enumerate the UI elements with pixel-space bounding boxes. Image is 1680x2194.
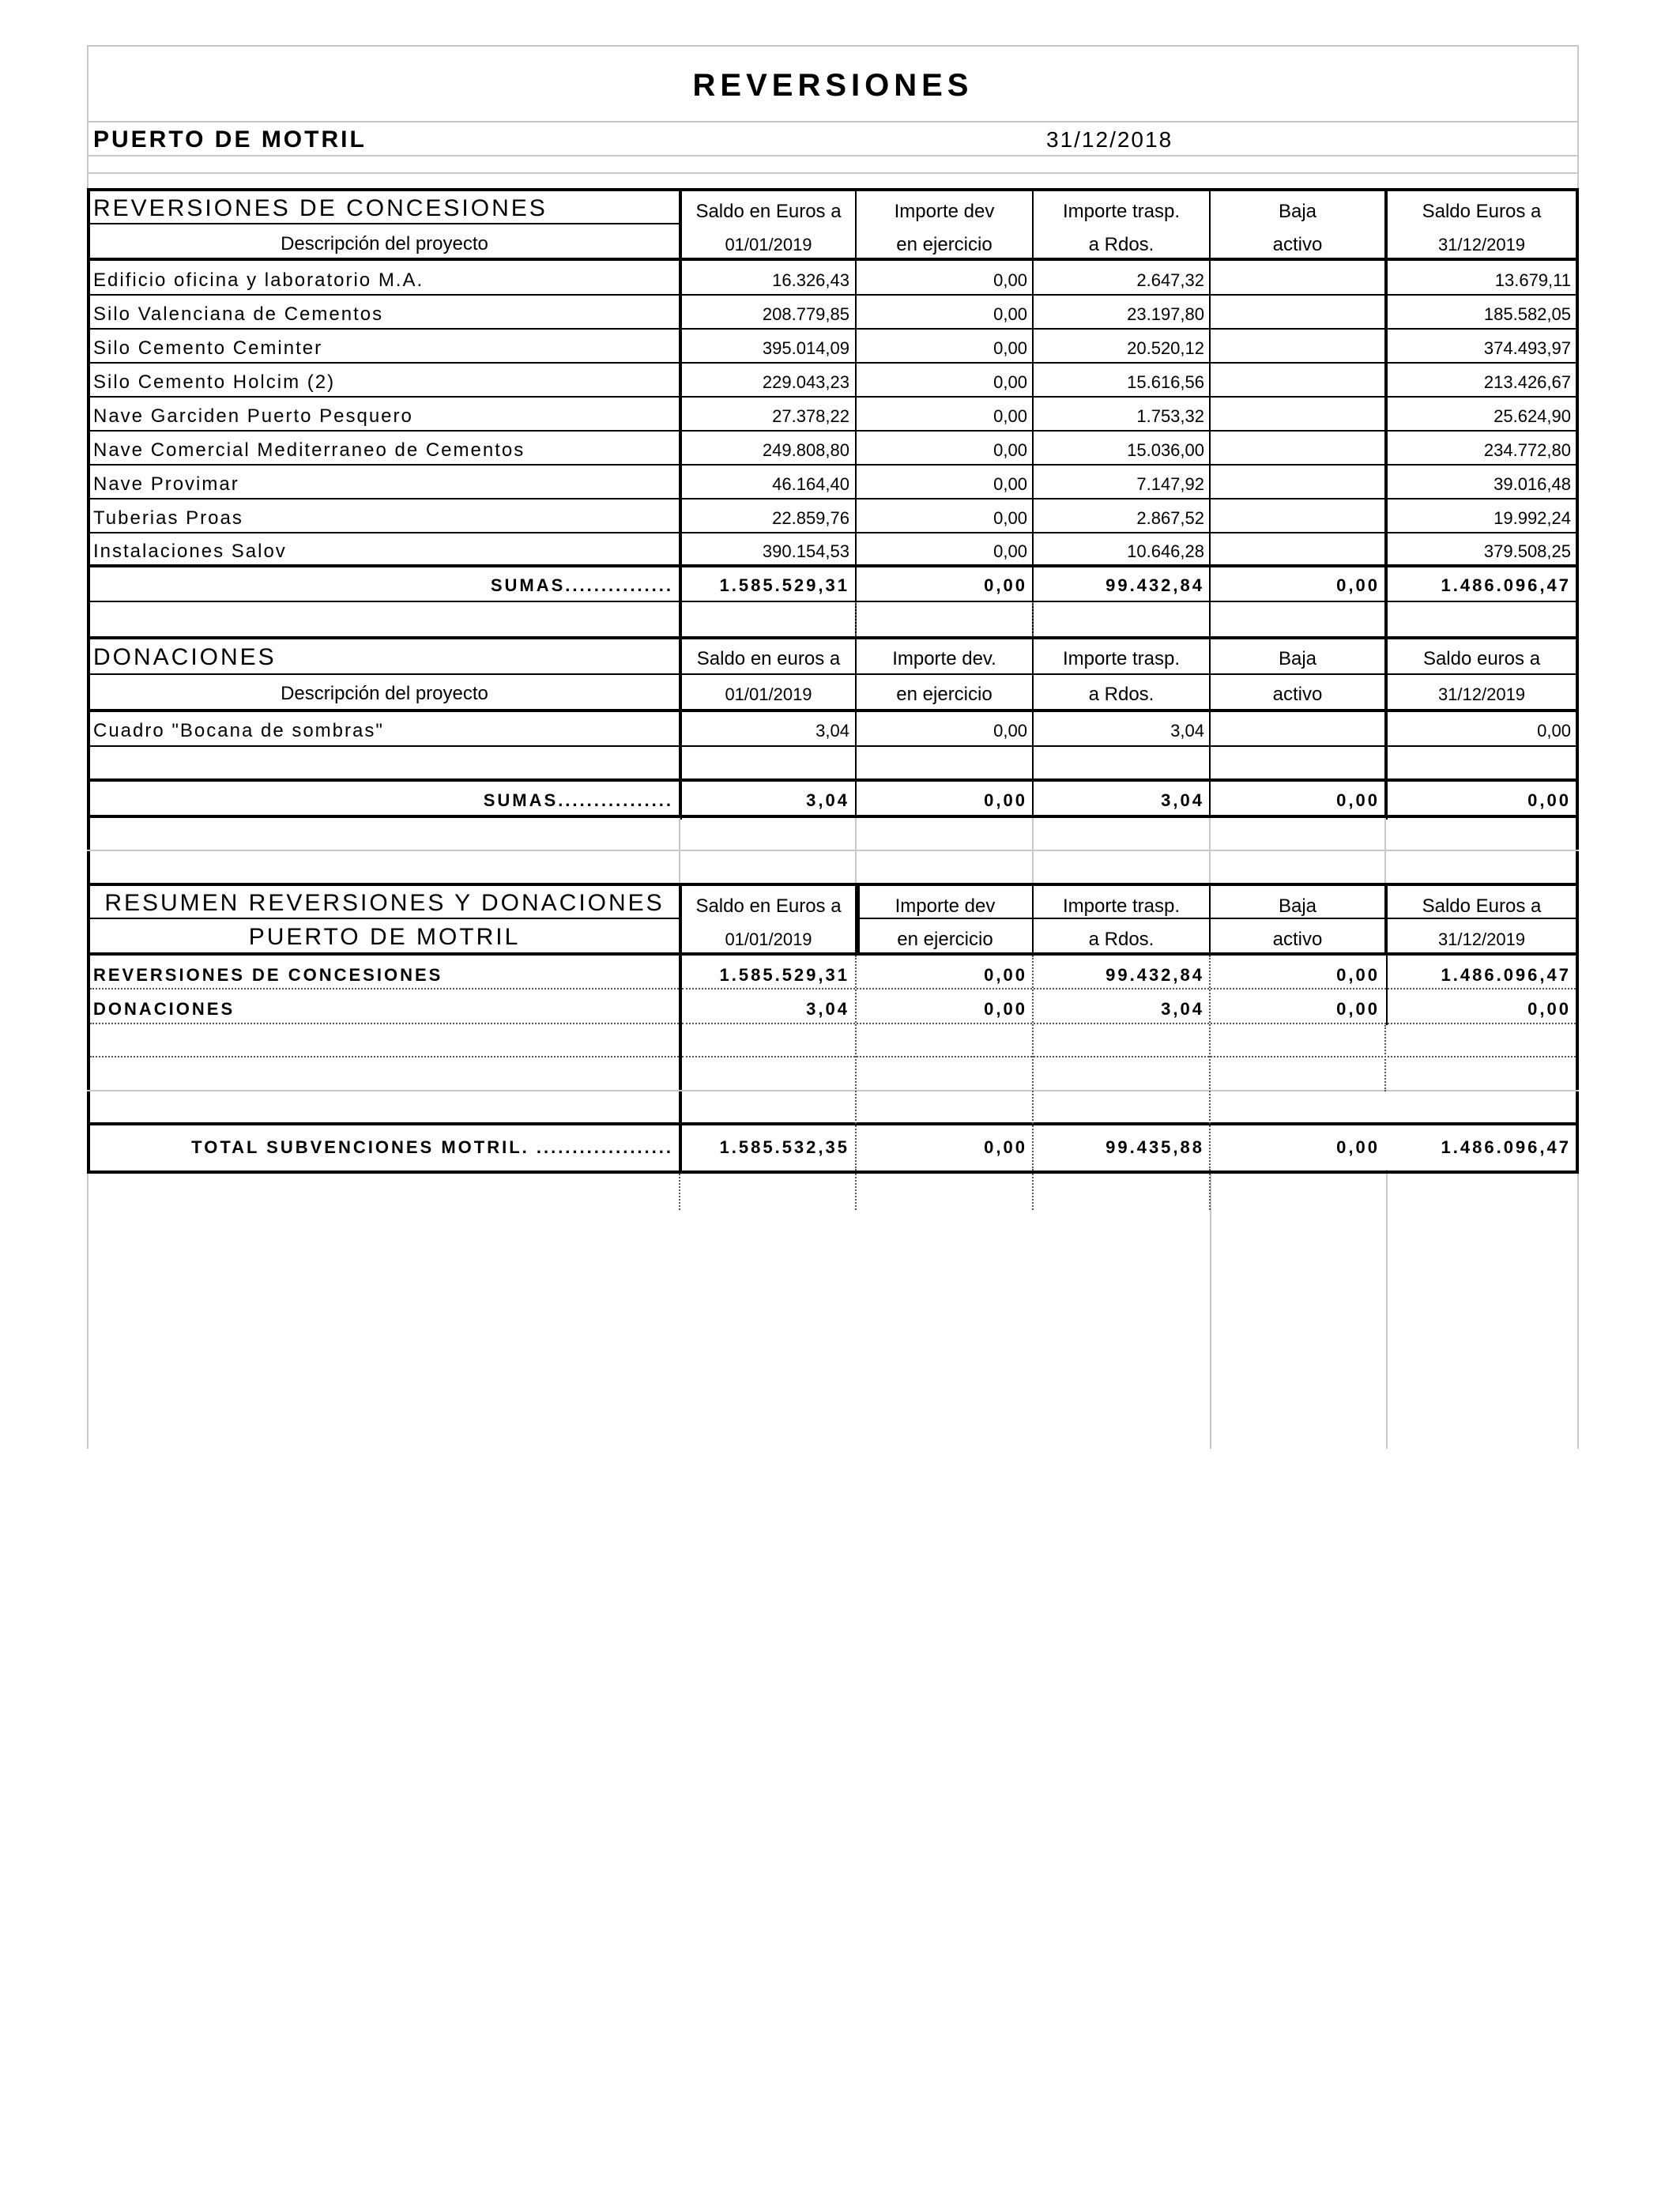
cell-importe-dev: 0,00 [993, 304, 1027, 324]
header-saldo-final: Saldo euros a [1422, 648, 1541, 669]
sum-saldo-final: 0,00 [1527, 790, 1571, 810]
page-title: REVERSIONES [692, 68, 974, 103]
grid-line [87, 121, 1579, 123]
header-en-ejercicio: en ejercicio [896, 234, 993, 255]
header-importe-trasp: Importe trasp. [1062, 648, 1181, 669]
row-description: Instalaciones Salov [93, 541, 287, 562]
header-importe-dev: Importe dev [895, 895, 996, 917]
cell-importe-dev: 0,00 [984, 999, 1027, 1019]
cell-saldo-inicial: 3,04 [816, 721, 849, 741]
cell-saldo-inicial: 46.164,40 [772, 474, 849, 494]
cell-saldo-final: 234.772,80 [1483, 440, 1571, 460]
section-title-reversiones: REVERSIONES DE CONCESIONES [93, 195, 548, 221]
section-subtitle-resumen: PUERTO DE MOTRIL [248, 924, 521, 950]
cell-importe-dev: 0,00 [993, 474, 1027, 494]
entity-name: PUERTO DE MOTRIL [93, 126, 367, 153]
header-baja: Baja [1278, 895, 1317, 917]
cell-importe-trasp: 7.147,92 [1136, 474, 1204, 494]
header-en-ejercicio: en ejercicio [896, 684, 993, 705]
total-baja: 0,00 [1336, 1137, 1380, 1157]
total-saldo-final: 1.486.096,47 [1441, 1137, 1571, 1157]
cell-importe-trasp: 15.616,56 [1127, 372, 1204, 392]
cell-saldo-inicial: 22.859,76 [772, 508, 849, 528]
cell-importe-dev: 0,00 [993, 721, 1027, 741]
cell-importe-trasp: 1.753,32 [1136, 406, 1204, 426]
cell-saldo-final: 13.679,11 [1494, 270, 1571, 290]
cell-importe-trasp: 15.036,00 [1127, 440, 1204, 460]
grid-line [1386, 1170, 1388, 1449]
sum-importe-trasp: 99.432,84 [1106, 575, 1204, 595]
cell-importe-trasp: 20.520,12 [1127, 338, 1204, 358]
header-saldo-inicial: Saldo en euros a [696, 648, 841, 669]
row-description: Edificio oficina y laboratorio M.A. [93, 270, 424, 291]
sum-importe-dev: 0,00 [984, 790, 1027, 810]
header-saldo-inicial-fecha: 01/01/2019 [725, 235, 812, 254]
cell-saldo-inicial: 208.779,85 [762, 304, 849, 324]
cell-saldo-inicial: 27.378,22 [772, 406, 849, 426]
header-activo: activo [1272, 929, 1323, 950]
header-saldo-final-fecha: 31/12/2019 [1437, 235, 1526, 254]
header-saldo-inicial: Saldo en Euros a [695, 201, 842, 222]
row-description: DONACIONES [93, 999, 235, 1019]
total-importe-trasp: 99.435,88 [1106, 1137, 1204, 1157]
grid-line [87, 155, 1579, 156]
cell-baja: 0,00 [1336, 999, 1380, 1019]
header-activo: activo [1272, 684, 1323, 705]
row-description: Silo Valenciana de Cementos [93, 303, 384, 325]
cell-saldo-final: 0,00 [1537, 721, 1571, 741]
sum-importe-trasp: 3,04 [1161, 790, 1204, 810]
cell-importe-dev: 0,00 [993, 372, 1027, 392]
row-description: Nave Comercial Mediterraneo de Cementos [93, 439, 525, 461]
sum-baja: 0,00 [1336, 790, 1380, 810]
header-saldo-final-fecha: 31/12/2019 [1437, 684, 1526, 704]
cell-saldo-inicial: 229.043,23 [762, 372, 849, 392]
row-description: Nave Garciden Puerto Pesquero [93, 405, 413, 427]
header-importe-dev: Importe dev. [892, 648, 996, 669]
header-en-ejercicio: en ejercicio [897, 929, 993, 950]
cell-saldo-final: 0,00 [1527, 999, 1571, 1019]
cell-importe-dev: 0,00 [993, 270, 1027, 290]
header-a-rdos: a Rdos. [1088, 234, 1155, 255]
cell-importe-trasp: 3,04 [1161, 999, 1204, 1019]
row-description: Cuadro "Bocana de sombras" [93, 720, 384, 741]
cell-saldo-inicial: 3,04 [806, 999, 849, 1019]
cell-saldo-final: 39.016,48 [1494, 474, 1571, 494]
header-baja: Baja [1278, 648, 1317, 669]
cell-saldo-final: 213.426,67 [1483, 372, 1571, 392]
frame-top [87, 45, 1579, 47]
row-description: Silo Cemento Holcim (2) [93, 371, 336, 393]
cell-saldo-inicial: 249.808,80 [762, 440, 849, 460]
sum-importe-dev: 0,00 [984, 575, 1027, 595]
header-saldo-inicial: Saldo en Euros a [695, 895, 842, 917]
cell-importe-trasp: 23.197,80 [1127, 304, 1204, 324]
header-descripcion: Descripción del proyecto [281, 683, 488, 704]
sum-saldo-inicial: 1.585.529,31 [719, 575, 849, 595]
cell-importe-trasp: 10.646,28 [1127, 541, 1204, 561]
cell-saldo-final: 25.624,90 [1494, 406, 1571, 426]
cell-saldo-inicial: 390.154,53 [762, 541, 849, 561]
cell-importe-trasp: 99.432,84 [1106, 965, 1204, 985]
cell-importe-trasp: 2.647,32 [1136, 270, 1204, 290]
cell-saldo-final: 374.493,97 [1483, 338, 1571, 358]
row-description: REVERSIONES DE CONCESIONES [93, 965, 443, 985]
total-saldo-inicial: 1.585.532,35 [719, 1137, 849, 1157]
row-description: Tuberias Proas [93, 507, 243, 529]
total-label: TOTAL SUBVENCIONES MOTRIL. ................... [191, 1137, 673, 1157]
cell-baja: 0,00 [1336, 965, 1380, 985]
cell-saldo-inicial: 1.585.529,31 [719, 965, 849, 985]
row-description: Nave Provimar [93, 473, 239, 495]
cell-importe-trasp: 3,04 [1170, 721, 1204, 741]
sum-label: SUMAS................ [483, 790, 673, 810]
header-a-rdos: a Rdos. [1088, 684, 1155, 705]
header-activo: activo [1272, 234, 1323, 255]
report-date: 31/12/2018 [1046, 127, 1173, 152]
cell-saldo-final: 185.582,05 [1483, 304, 1571, 324]
header-saldo-final: Saldo Euros a [1422, 201, 1542, 222]
header-saldo-inicial-fecha: 01/01/2019 [725, 684, 812, 704]
cell-importe-dev: 0,00 [984, 965, 1027, 985]
header-importe-dev: Importe dev [894, 201, 995, 222]
total-importe-dev: 0,00 [984, 1137, 1027, 1157]
cell-saldo-final: 19.992,24 [1494, 508, 1571, 528]
header-saldo-final: Saldo Euros a [1422, 895, 1542, 917]
header-saldo-final-fecha: 31/12/2019 [1437, 929, 1526, 949]
cell-saldo-final: 379.508,25 [1483, 541, 1571, 561]
section-title-resumen: RESUMEN REVERSIONES Y DONACIONES [104, 890, 665, 916]
row-description: Silo Cemento Ceminter [93, 337, 323, 359]
cell-importe-dev: 0,00 [993, 541, 1027, 561]
cell-importe-dev: 0,00 [993, 440, 1027, 460]
header-importe-trasp: Importe trasp. [1062, 201, 1181, 222]
sum-saldo-final: 1.486.096,47 [1441, 575, 1571, 595]
cell-importe-dev: 0,00 [993, 338, 1027, 358]
grid-line [87, 172, 1579, 174]
sum-saldo-inicial: 3,04 [806, 790, 849, 810]
cell-importe-trasp: 2.867,52 [1136, 508, 1204, 528]
header-descripcion: Descripción del proyecto [281, 233, 488, 254]
cell-saldo-final: 1.486.096,47 [1441, 965, 1571, 985]
header-importe-trasp: Importe trasp. [1062, 895, 1181, 917]
header-baja: Baja [1278, 201, 1317, 222]
cell-saldo-inicial: 395.014,09 [762, 338, 849, 358]
header-a-rdos: a Rdos. [1088, 929, 1155, 950]
section-title-donaciones: DONACIONES [93, 644, 277, 670]
cell-importe-dev: 0,00 [993, 406, 1027, 426]
cell-importe-dev: 0,00 [993, 508, 1027, 528]
header-saldo-inicial-fecha: 01/01/2019 [725, 929, 812, 949]
cell-saldo-inicial: 16.326,43 [772, 270, 849, 290]
sum-baja: 0,00 [1336, 575, 1380, 595]
grid-line [1210, 1170, 1211, 1449]
sum-label: SUMAS............... [490, 575, 673, 595]
